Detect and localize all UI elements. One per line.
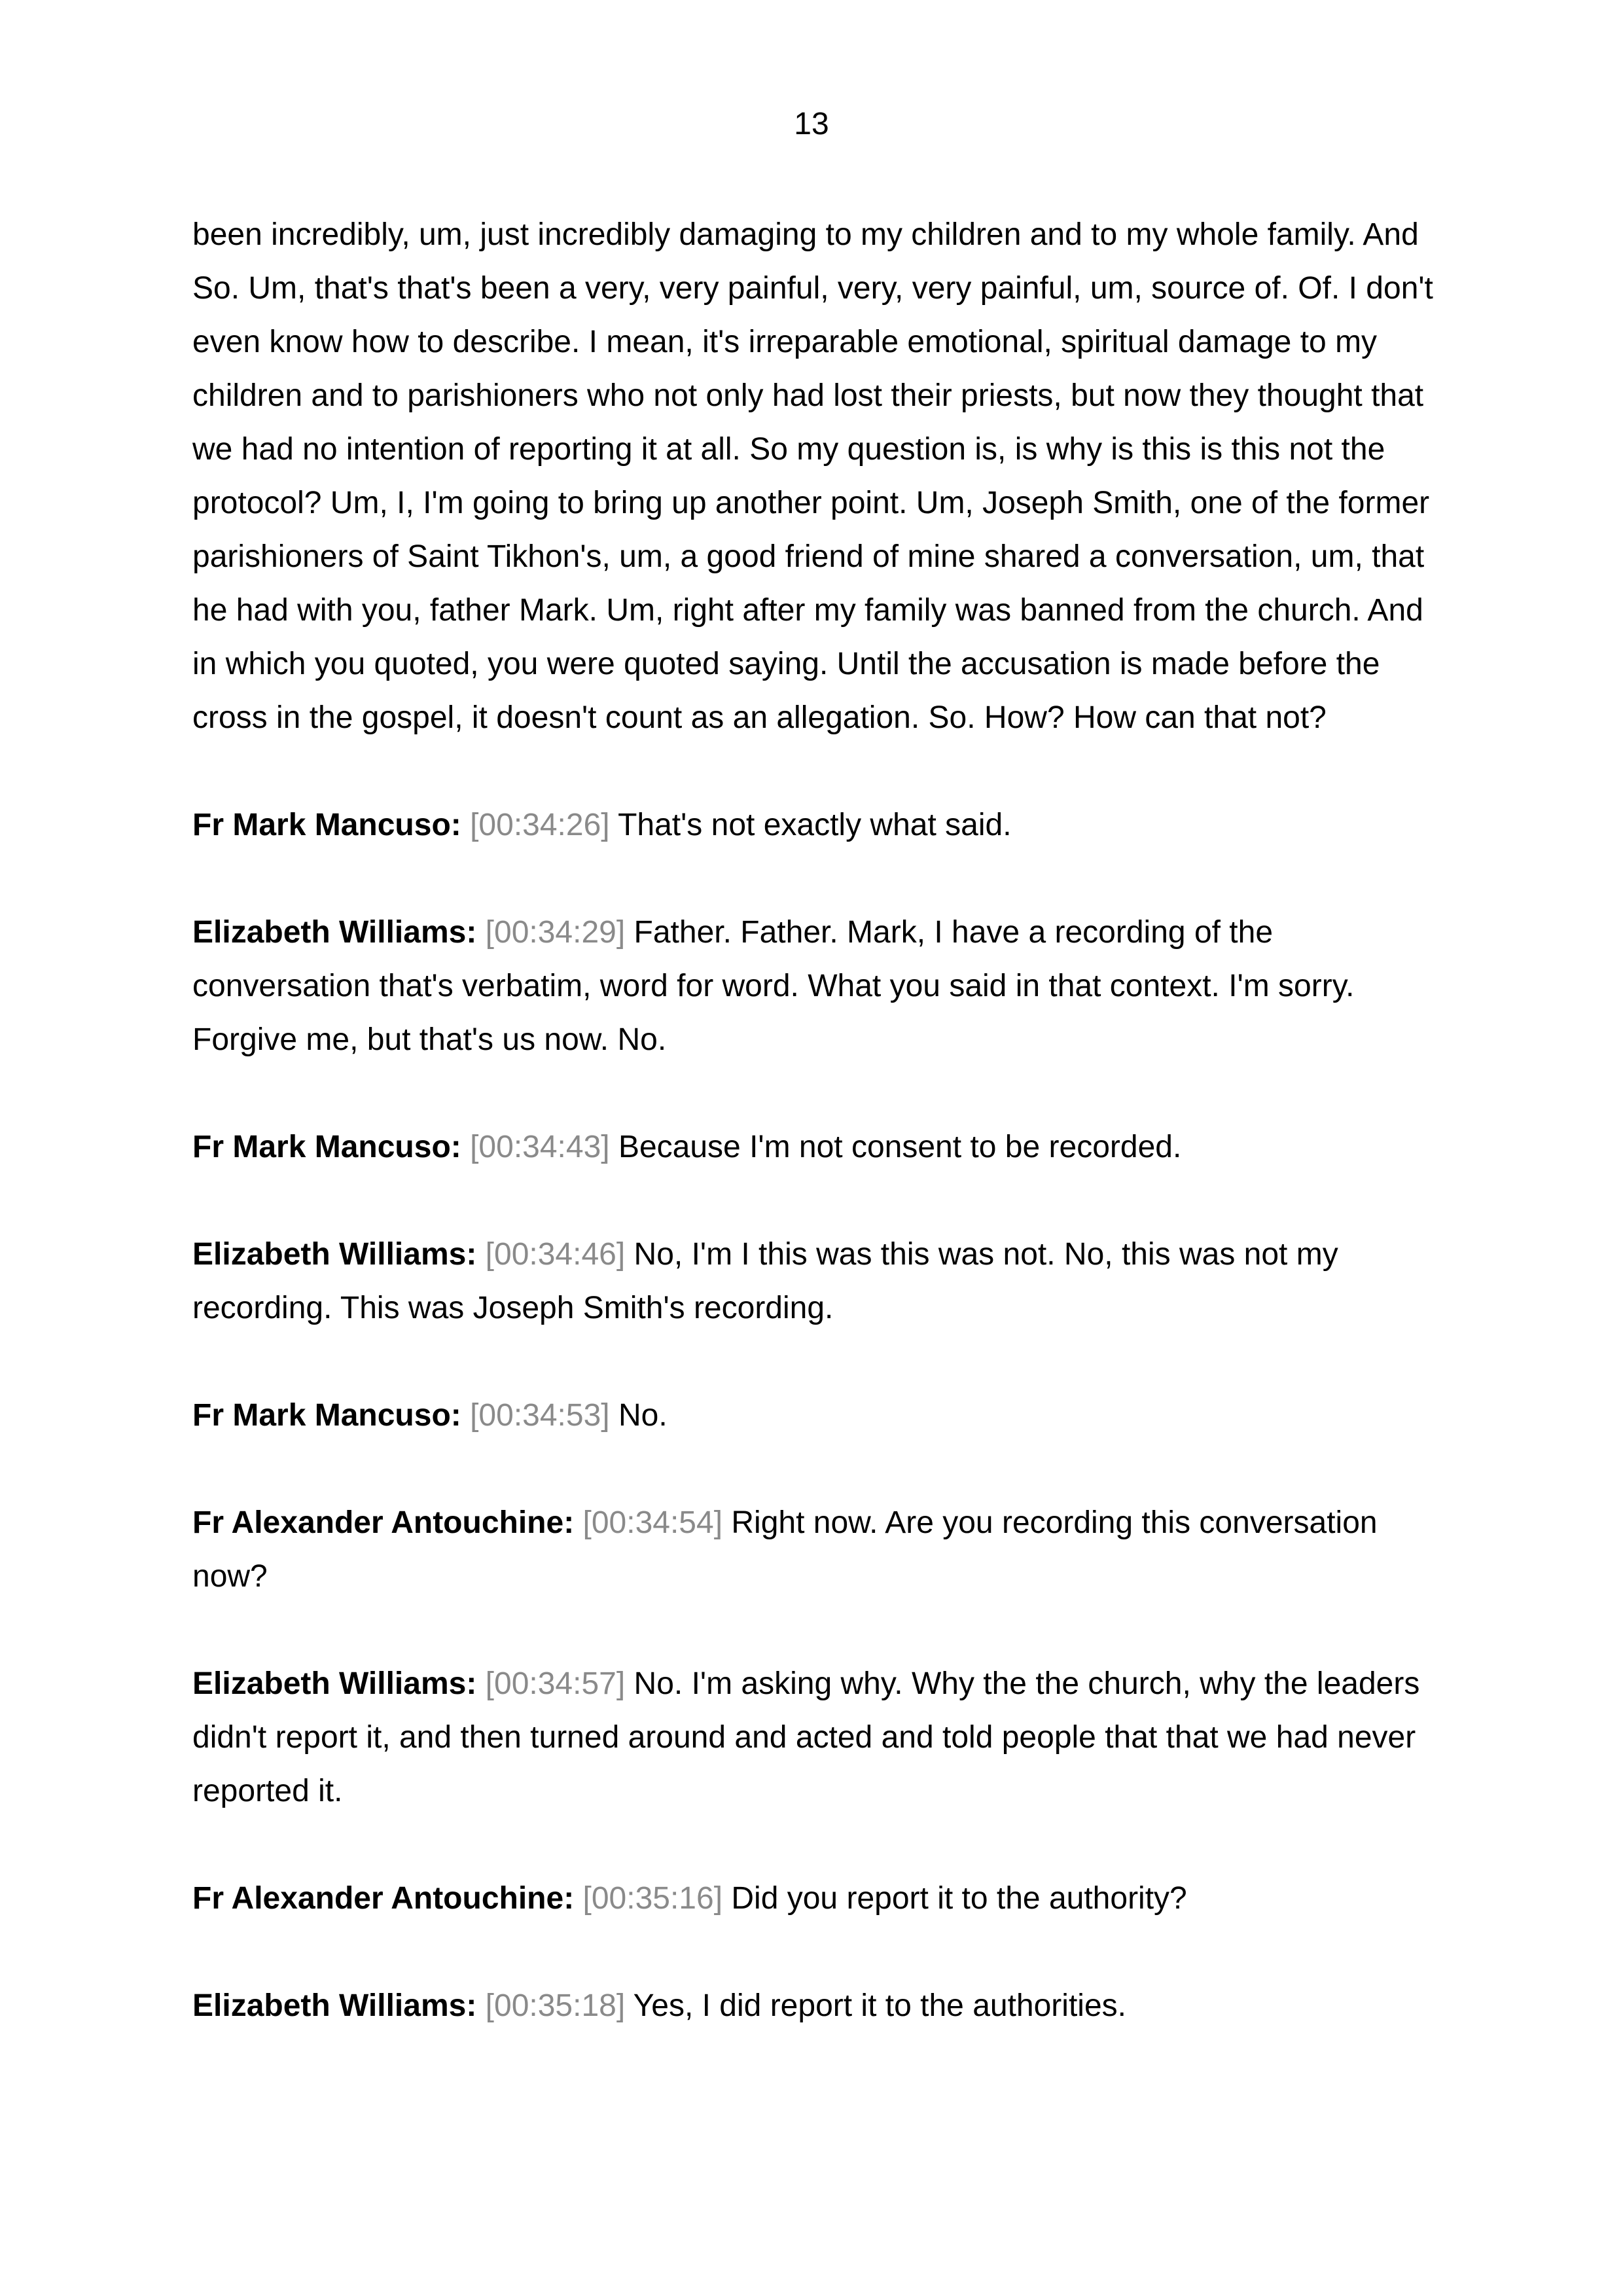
transcript-turn: [192, 1121, 1455, 1174]
transcript-turn: [192, 1657, 1455, 1818]
timestamp: [00:35:16]: [582, 1881, 723, 1916]
timestamp: [00:34:43]: [470, 1130, 610, 1164]
speaker-name: Elizabeth Williams:: [192, 915, 477, 950]
turn-text: No, I'm I this was this was not. No, this was not my recording. This was Joseph Smith's recording.: [192, 1237, 1338, 1325]
speaker-name: Elizabeth Williams:: [192, 1666, 477, 1701]
speaker-name: Fr Alexander Antouchine:: [192, 1505, 575, 1540]
speaker-name: Elizabeth Williams:: [192, 1237, 477, 1272]
page-number: 13: [794, 107, 829, 141]
timestamp: [00:34:57]: [485, 1666, 626, 1701]
timestamp: [00:34:26]: [470, 808, 610, 842]
timestamp: [00:34:46]: [485, 1237, 626, 1272]
timestamp: [00:35:18]: [485, 1988, 626, 2023]
transcript-turn: [192, 1979, 1455, 2033]
turn-text: No.: [618, 1398, 668, 1433]
turn-text: Because I'm not consent to be recorded.: [618, 1130, 1182, 1164]
turn-text: No. I'm asking why. Why the the church, why the leaders didn't report it, and then turned around and acted and told people that that we had never reported it.: [192, 1666, 1420, 1808]
turn-text: Yes, I did report it to the authorities.: [633, 1988, 1126, 2023]
timestamp: [00:34:54]: [582, 1505, 723, 1540]
opening-paragraph: been incredibly, um, just incredibly damaging to my children and to my whole family. And So. Um, that's that's been a very, very painful, very, very painful, um, source of. Of. I don't even know how to describe. I mean, it's irreparable emotional, spiritual damage to my children and to parishioners who not only had lost their priests, but now they thought that we had no intention of reporting it at all. So my question is, is why is this is this not the protocol? Um, I, I'm going to bring up another point. Um, Joseph Smith, one of the former parishioners of Saint Tikhon's, um, a good friend of mine shared a conversation, um, that he had with you, father Mark. Um, right after my family was banned from the church. And in which you quoted, you were quoted saying. Until the accusation is made before the cross in the gospel, it doesn't count as an allegation. So. How? How can that not?: [192, 217, 1433, 735]
turn-text: That's not exactly what said.: [618, 808, 1012, 842]
speaker-name: Fr Alexander Antouchine:: [192, 1881, 575, 1916]
transcript-turn: [192, 1228, 1455, 1335]
timestamp: [00:34:29]: [485, 915, 626, 950]
transcript-body: [192, 208, 1455, 2087]
transcript-turn: [192, 798, 1455, 852]
speaker-name: Fr Mark Mancuso:: [192, 808, 461, 842]
speaker-name: Fr Mark Mancuso:: [192, 1398, 461, 1433]
transcript-turn: [192, 1496, 1455, 1604]
speaker-name: Fr Mark Mancuso:: [192, 1130, 461, 1164]
turn-text: Father. Father. Mark, I have a recording of the conversation that's verbatim, word for word. What you said in that context. I'm sorry. Forgive me, but that's us now. No.: [192, 915, 1355, 1057]
timestamp: [00:34:53]: [470, 1398, 610, 1433]
turn-text: Right now. Are you recording this conversation now?: [192, 1505, 1378, 1594]
transcript-turn: [192, 906, 1455, 1067]
transcript-turn: [192, 1872, 1455, 1926]
turn-text: Did you report it to the authority?: [731, 1881, 1187, 1916]
transcript-turn: [192, 1389, 1455, 1443]
speaker-name: Elizabeth Williams:: [192, 1988, 477, 2023]
